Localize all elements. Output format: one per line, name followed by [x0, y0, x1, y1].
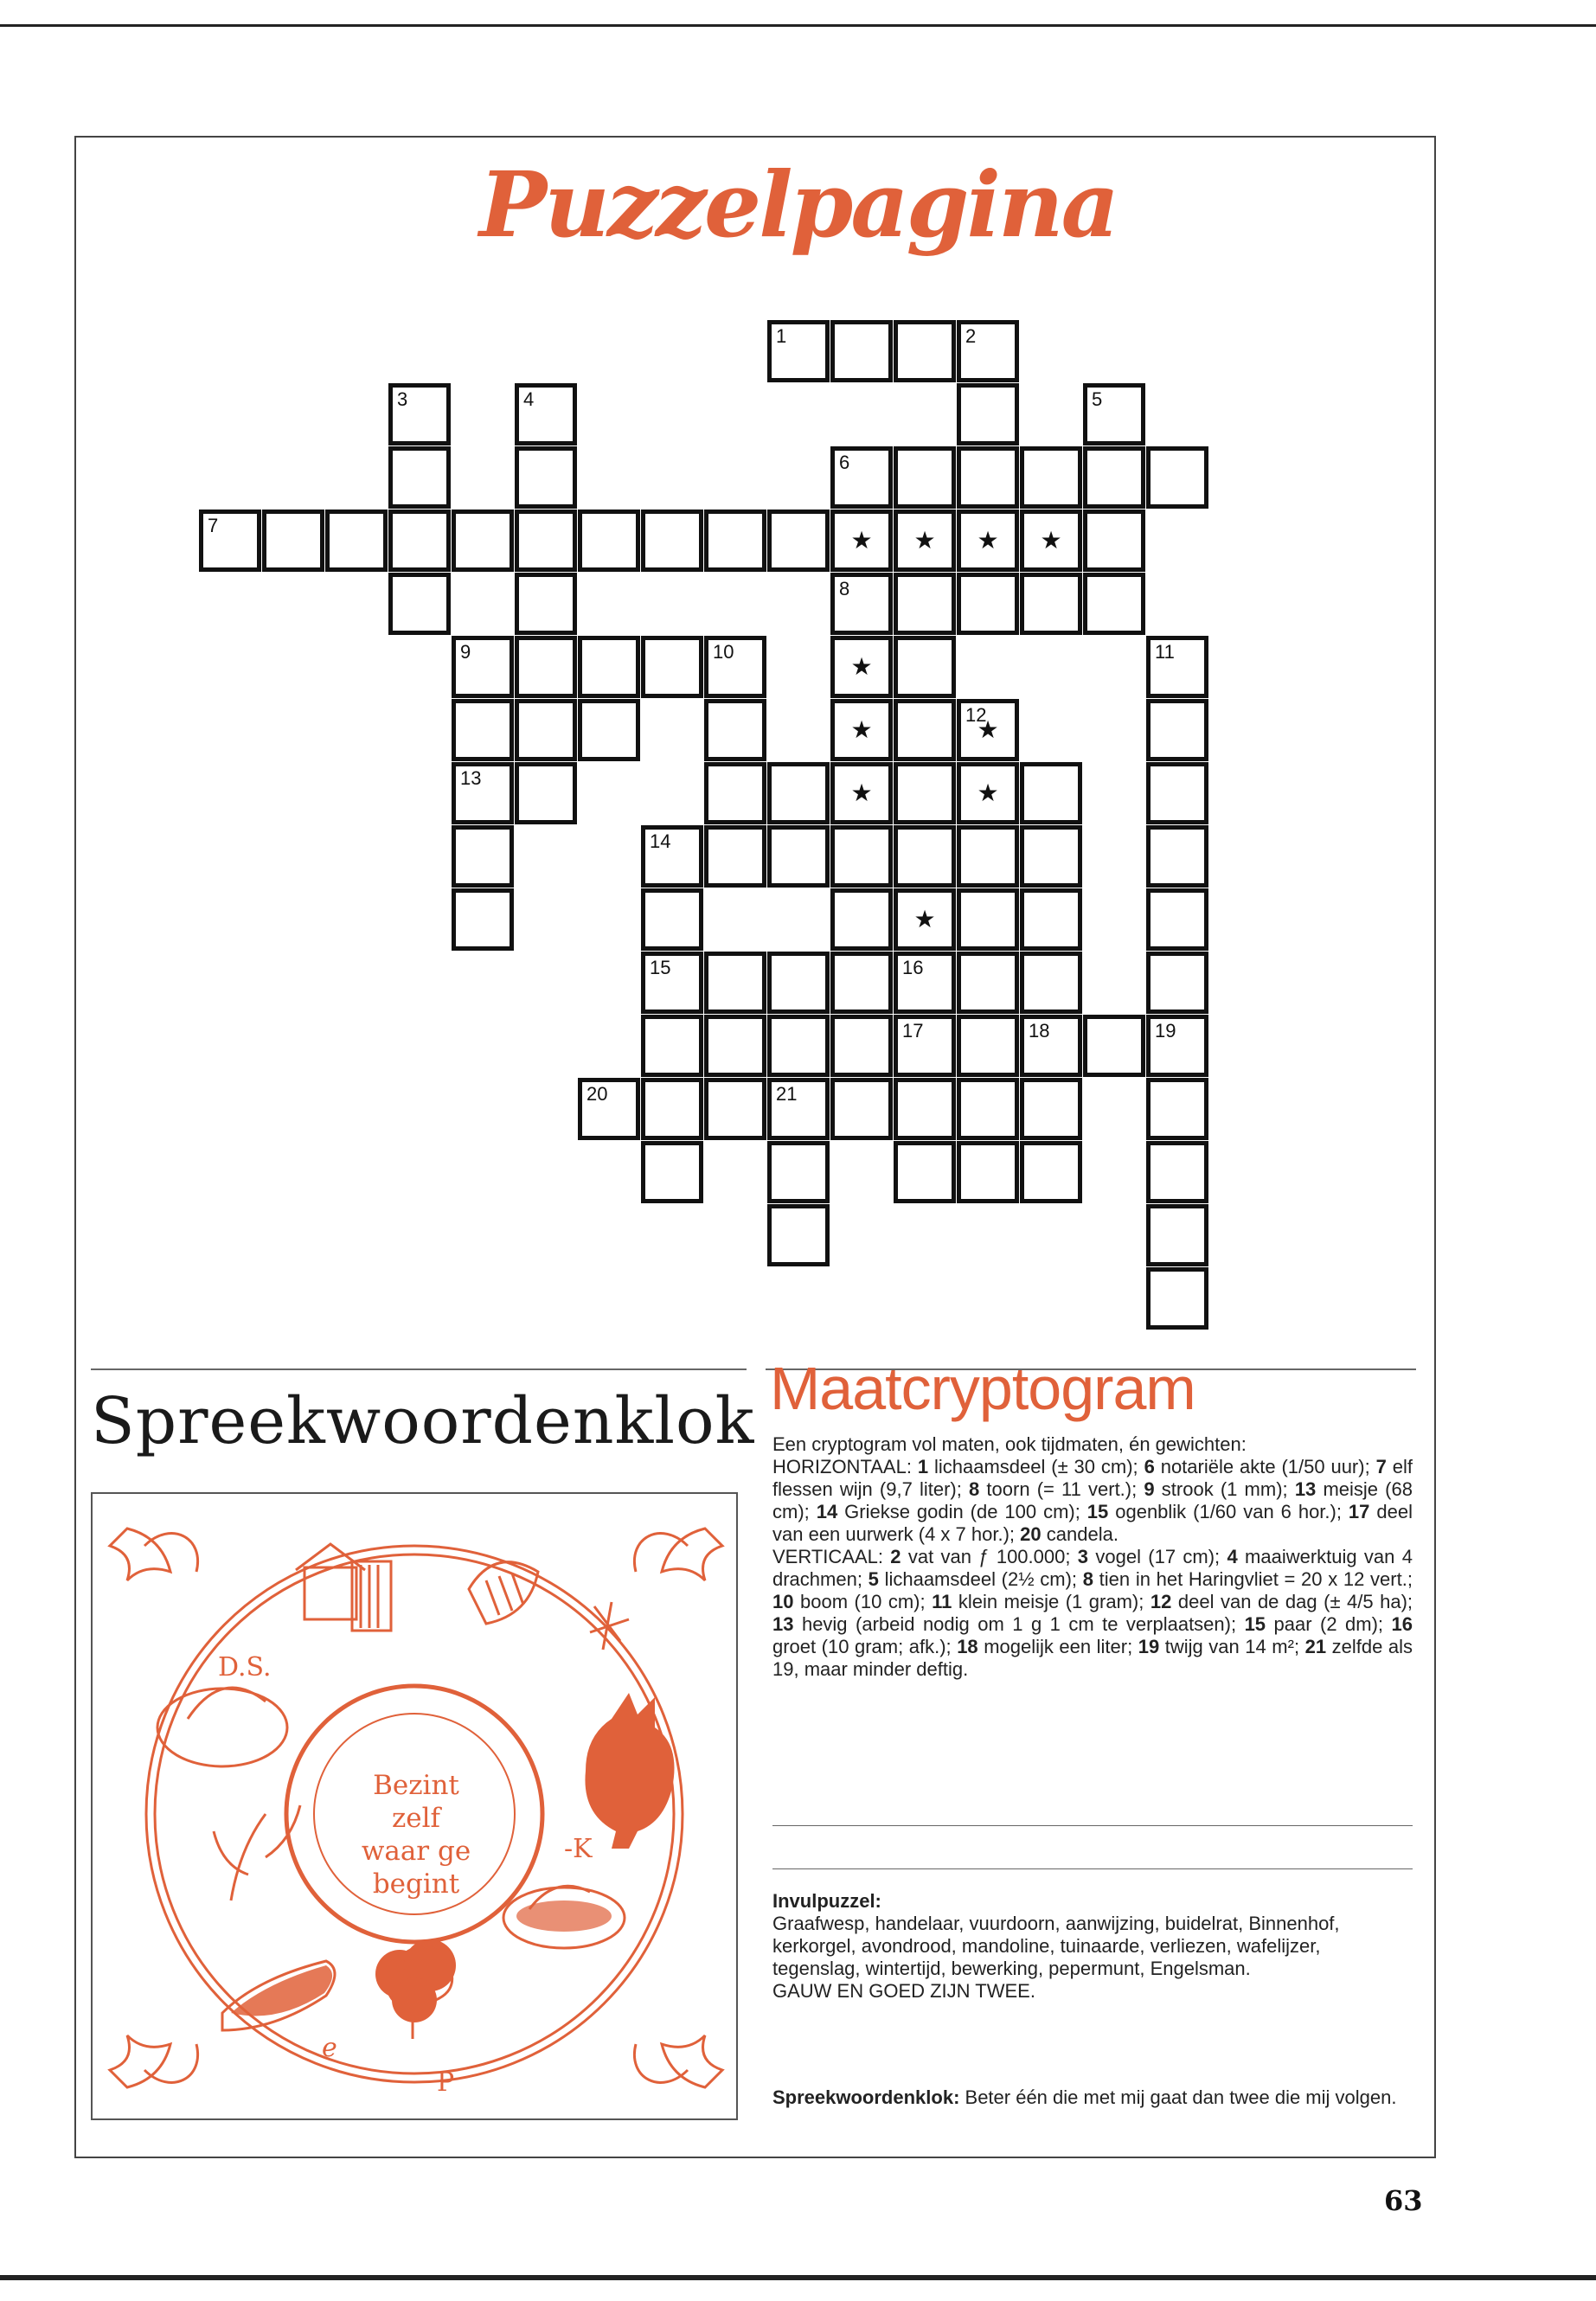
grid-cell: [515, 636, 577, 698]
klok-solution: [772, 2086, 1413, 2109]
clue-text: deel van de dag (± 4/5 ha);: [1177, 1591, 1413, 1612]
grid-cell: [1146, 1267, 1208, 1330]
grid-cell: [199, 510, 261, 572]
clue-number: 8: [1082, 1568, 1093, 1590]
clue-number: 17: [1348, 1501, 1370, 1522]
clue-text: ogenblik (1/60 van 6 hor.);: [1115, 1501, 1342, 1522]
clue-number: 14: [816, 1501, 838, 1522]
grid-cell: [1146, 446, 1208, 509]
grid-cell: [452, 888, 514, 951]
clue-number: 6: [1144, 1456, 1155, 1477]
grid-cell: [830, 888, 893, 951]
clue-number: 13: [1294, 1478, 1317, 1500]
grid-cell: [1146, 1078, 1208, 1140]
grid-cell: [830, 636, 893, 698]
grid-cell: [325, 510, 388, 572]
grid-cell: [641, 1078, 703, 1140]
grid-cell: [704, 1078, 766, 1140]
grid-cell: [704, 825, 766, 888]
grid-cell: [957, 320, 1019, 382]
clue-number: 13: [460, 767, 482, 789]
grid-cell: [957, 446, 1019, 509]
grid-cell: [894, 320, 956, 382]
proverb-center-text: [352, 1769, 480, 1900]
clue-number: 14: [650, 830, 671, 852]
grid-cell: [957, 1141, 1019, 1203]
clue-number: 2: [965, 325, 977, 347]
grid-cell: [957, 1078, 1019, 1140]
grid-cell: [641, 825, 703, 888]
grid-cell: [578, 510, 640, 572]
grid-cell: [1083, 510, 1145, 572]
grid-cell: [1020, 446, 1082, 509]
star-icon: ★: [977, 528, 999, 554]
clue-text: toorn (= 11 vert.);: [986, 1478, 1138, 1500]
grid-cell: [388, 573, 451, 635]
clue-number: 5: [1092, 388, 1103, 410]
grid-cell: [894, 952, 956, 1014]
center-line-3: begint: [372, 1868, 460, 1900]
clue-number: 1: [917, 1456, 929, 1477]
tile-letter-k: -K: [564, 1834, 593, 1864]
grid-cell: [894, 699, 956, 761]
grid-cell: [641, 1141, 703, 1203]
grid-cell: [452, 510, 514, 572]
top-rule: [0, 24, 1596, 27]
grid-cell: [1146, 1015, 1208, 1077]
grid-cell: [515, 573, 577, 635]
star-icon: ★: [850, 717, 873, 744]
grid-cell: [704, 762, 766, 824]
clue-text: vogel (17 cm);: [1095, 1546, 1221, 1567]
grid-cell: [957, 952, 1019, 1014]
grid-cell: [1146, 888, 1208, 951]
grid-cell: [830, 699, 893, 761]
clue-number: 15: [1244, 1613, 1266, 1635]
grid-cell: [704, 699, 766, 761]
grid-cell: [641, 636, 703, 698]
clue-number: 8: [969, 1478, 980, 1500]
clue-rule-1: [772, 1825, 1413, 1826]
clue-number: 3: [397, 388, 408, 410]
star-icon: ★: [913, 907, 936, 933]
clue-number: 3: [1077, 1546, 1089, 1567]
grid-cell: [957, 825, 1019, 888]
grid-cell: [830, 573, 893, 635]
grid-cell: [894, 636, 956, 698]
grid-cell: [452, 699, 514, 761]
star-icon: ★: [1040, 528, 1062, 554]
clue-text: mogelijk een liter;: [984, 1636, 1133, 1657]
invul-answer: GAUW EN GOED ZIJN TWEE.: [772, 1980, 1035, 2002]
grid-cell: [767, 762, 830, 824]
grid-cell: [894, 762, 956, 824]
clue-text: groet (10 gram; afk.);: [772, 1636, 952, 1657]
grid-cell: [1146, 636, 1208, 698]
grid-cell: [830, 320, 893, 382]
grid-cell: [830, 510, 893, 572]
grid-cell: [767, 1078, 830, 1140]
grid-cell: [957, 762, 1019, 824]
grid-cell: [894, 573, 956, 635]
grid-cell: [1146, 952, 1208, 1014]
grid-cell: [1020, 1141, 1082, 1203]
grid-cell: [830, 1078, 893, 1140]
grid-cell: [578, 699, 640, 761]
grid-cell: [1083, 573, 1145, 635]
clue-number: 7: [208, 515, 219, 536]
grid-cell: [957, 1015, 1019, 1077]
clue-number: 15: [1086, 1501, 1109, 1522]
grid-cell: [1020, 510, 1082, 572]
grid-cell: [641, 952, 703, 1014]
grid-cell: [957, 699, 1019, 761]
section-rule-left: [91, 1368, 747, 1370]
grid-cell: [704, 1015, 766, 1077]
grid-cell: [1020, 952, 1082, 1014]
grid-cell: [894, 1078, 956, 1140]
clue-text: vat van ƒ 100.000;: [907, 1546, 1071, 1567]
vertical-label: VERTICAAL:: [772, 1546, 883, 1567]
grid-cell: [767, 1204, 830, 1266]
page-number: 63: [1384, 2184, 1423, 2217]
grid-cell: [515, 699, 577, 761]
star-icon: ★: [913, 528, 936, 554]
clue-number: 17: [902, 1020, 924, 1042]
grid-cell: [1020, 1078, 1082, 1140]
center-line-2: waar ge: [361, 1836, 471, 1867]
grid-cell: [957, 888, 1019, 951]
page-title: Puzzelpagina: [479, 151, 1117, 258]
clue-number: 20: [586, 1083, 608, 1105]
cryptogram-clues: [772, 1433, 1413, 1681]
grid-cell: [1020, 762, 1082, 824]
star-icon: ★: [850, 654, 873, 681]
clue-text: paar (2 dm);: [1273, 1613, 1384, 1635]
clue-number: 12: [965, 704, 987, 726]
clue-text: elf flessen wijn (9,7 liter);: [772, 1456, 1413, 1500]
center-line-1: Bezint zelf: [373, 1770, 459, 1834]
grid-cell: [767, 320, 830, 382]
grid-cell: [957, 510, 1019, 572]
invul-words: Graafwesp, handelaar, vuurdoorn, aanwijzing, buidelrat, Binnenhof, kerkorgel, avondrood, mandoline, tuinaarde, verliezen, wafelijzer, tegenslag, wintertijd, bewerking, pepermunt, Engelsman.: [772, 1913, 1340, 1979]
grid-cell: [515, 510, 577, 572]
clue-text: candela.: [1046, 1523, 1118, 1545]
clue-text: notariële akte (1/50 uur);: [1160, 1456, 1370, 1477]
clue-number: 16: [1391, 1613, 1413, 1635]
grid-cell: [704, 510, 766, 572]
star-icon: ★: [850, 528, 873, 554]
invul-label: Invulpuzzel:: [772, 1890, 881, 1912]
clue-number: 9: [1144, 1478, 1155, 1500]
grid-cell: [1146, 699, 1208, 761]
grid-cell: [894, 510, 956, 572]
horizontal-label: HORIZONTAAL:: [772, 1456, 912, 1477]
clue-text: klein meisje (1 gram);: [958, 1591, 1144, 1612]
grid-cell: [388, 446, 451, 509]
grid-cell: [641, 888, 703, 951]
clue-text: meisje (68 cm);: [772, 1478, 1413, 1522]
grid-cell: [830, 825, 893, 888]
tile-letter-e: e: [322, 2033, 337, 2063]
grid-cell: [704, 636, 766, 698]
clue-text: lichaamsdeel (± 30 cm);: [933, 1456, 1138, 1477]
clue-number: 7: [1375, 1456, 1387, 1477]
invul-solution: [772, 1890, 1413, 2003]
proverb-clock-tile: [91, 1492, 738, 2120]
cryptogram-heading: Maatcryptogram: [770, 1355, 1195, 1422]
clue-number: 2: [890, 1546, 901, 1567]
clue-text: hevig (arbeid nodig om 1 g 1 cm te verplaatsen);: [801, 1613, 1237, 1635]
grid-cell: [1146, 1204, 1208, 1266]
clue-text: deel van een uurwerk (4 x 7 hor.);: [772, 1501, 1413, 1545]
grid-cell: [515, 383, 577, 445]
grid-cell: [894, 1141, 956, 1203]
grid-cell: [1146, 825, 1208, 888]
clue-number: 10: [772, 1591, 794, 1612]
clue-rule-2: [772, 1868, 1413, 1869]
clue-number: 19: [1155, 1020, 1176, 1042]
star-icon: ★: [850, 780, 873, 807]
grid-cell: [452, 825, 514, 888]
tile-letters-ds: D.S.: [218, 1652, 272, 1682]
grid-cell: [1146, 762, 1208, 824]
clue-number: 4: [1227, 1546, 1238, 1567]
grid-cell: [578, 636, 640, 698]
grid-cell: [767, 1015, 830, 1077]
clue-number: 19: [1138, 1636, 1160, 1657]
clue-text: zelfde als 19, maar minder deftig.: [772, 1636, 1413, 1680]
clue-number: 12: [1150, 1591, 1172, 1612]
grid-cell: [894, 825, 956, 888]
clue-number: 8: [839, 578, 850, 599]
grid-cell: [1020, 888, 1082, 951]
grid-cell: [641, 510, 703, 572]
clue-number: 13: [772, 1613, 794, 1635]
grid-cell: [894, 1015, 956, 1077]
grid-cell: [262, 510, 324, 572]
clue-number: 5: [868, 1568, 879, 1590]
grid-cell: [957, 383, 1019, 445]
clue-number: 21: [776, 1083, 798, 1105]
clue-number: 11: [1155, 641, 1175, 663]
star-icon: ★: [977, 717, 999, 744]
grid-cell: [704, 952, 766, 1014]
grid-cell: [388, 383, 451, 445]
grid-cell: [1020, 1015, 1082, 1077]
clue-text: Griekse godin (de 100 cm);: [844, 1501, 1080, 1522]
proverb-clock-heading: Spreekwoordenklok: [91, 1384, 755, 1458]
grid-cell: [767, 952, 830, 1014]
clue-number: 1: [776, 325, 787, 347]
grid-cell: [894, 446, 956, 509]
grid-cell: [641, 1015, 703, 1077]
clue-text: strook (1 mm);: [1161, 1478, 1288, 1500]
grid-cell: [1146, 1141, 1208, 1203]
grid-cell: [830, 952, 893, 1014]
clue-number: 4: [523, 388, 535, 410]
clue-number: 20: [1020, 1523, 1042, 1545]
clue-number: 21: [1304, 1636, 1327, 1657]
grid-cell: [830, 1015, 893, 1077]
clue-text: tien in het Haringvliet = 20 x 12 vert.;: [1099, 1568, 1413, 1590]
clue-number: 15: [650, 957, 671, 978]
clue-number: 18: [1029, 1020, 1050, 1042]
grid-cell: [1083, 383, 1145, 445]
grid-cell: [767, 510, 830, 572]
clue-number: 9: [460, 641, 471, 663]
grid-cell: [830, 762, 893, 824]
clue-number: 10: [713, 641, 734, 663]
clue-text: maaiwerktuig van 4 drachmen;: [772, 1546, 1413, 1590]
grid-cell: [515, 762, 577, 824]
grid-cell: [388, 510, 451, 572]
klok-answer: Beter één die met mij gaat dan twee die mij volgen.: [965, 2086, 1397, 2108]
grid-cell: [1083, 446, 1145, 509]
grid-cell: [515, 446, 577, 509]
grid-cell: [1020, 825, 1082, 888]
klok-label: Spreekwoordenklok:: [772, 2086, 960, 2108]
grid-cell: [1020, 573, 1082, 635]
grid-cell: [767, 1141, 830, 1203]
grid-cell: [894, 888, 956, 951]
grid-cell: [452, 636, 514, 698]
clue-number: 6: [839, 452, 850, 473]
tile-letter-p: P: [437, 2067, 455, 2098]
clue-number: 16: [902, 957, 924, 978]
clue-text: lichaamsdeel (2½ cm);: [884, 1568, 1078, 1590]
grid-cell: [578, 1078, 640, 1140]
clues-intro: Een cryptogram vol maten, ook tijdmaten, én gewichten:: [772, 1433, 1247, 1455]
grid-cell: [830, 446, 893, 509]
bottom-rule: [0, 2275, 1596, 2280]
grid-cell: [957, 573, 1019, 635]
star-icon: ★: [977, 780, 999, 807]
clue-number: 11: [932, 1591, 952, 1612]
clue-number: 18: [957, 1636, 978, 1657]
clue-text: boom (10 cm);: [800, 1591, 926, 1612]
grid-cell: [452, 762, 514, 824]
grid-cell: [767, 825, 830, 888]
grid-cell: [1083, 1015, 1145, 1077]
clue-text: twijg van 14 m²;: [1164, 1636, 1300, 1657]
